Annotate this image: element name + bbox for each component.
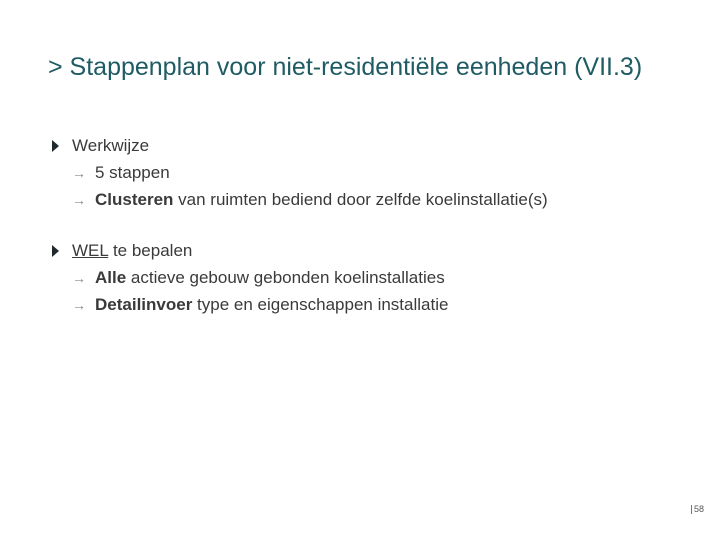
arrow-right-icon: → bbox=[72, 191, 86, 208]
sub-item-text: van ruimten bediend door zelfde koelinstallatie(s) bbox=[178, 189, 548, 209]
sub-item-text: actieve gebouw gebonden koelinstallaties bbox=[130, 267, 445, 287]
arrow-right-icon: → bbox=[72, 269, 86, 286]
bullet-heading: Werkwijze bbox=[72, 136, 150, 155]
triangle-right-icon bbox=[52, 245, 59, 257]
arrow-right-icon: → bbox=[72, 164, 86, 181]
bullet-item bbox=[52, 133, 548, 159]
sub-item-text: type en eigenschappen installatie bbox=[197, 294, 449, 314]
page-number-value: 58 bbox=[693, 503, 704, 514]
sub-list-item bbox=[52, 159, 548, 186]
sub-list-item bbox=[52, 264, 448, 291]
sub-list bbox=[52, 159, 548, 213]
bullet-item bbox=[52, 238, 448, 264]
sub-item-bold: Clusteren bbox=[95, 189, 174, 209]
section-werkwijze bbox=[52, 133, 548, 213]
sub-item-bold: Alle bbox=[95, 267, 127, 287]
arrow-right-icon: → bbox=[72, 296, 86, 313]
bullet-heading-underlined: WEL bbox=[72, 241, 109, 260]
sub-list bbox=[52, 264, 448, 318]
sub-item-bold: Detailinvoer bbox=[95, 294, 193, 314]
bullet-heading-rest: te bepalen bbox=[108, 241, 193, 260]
page-title: > Stappenplan voor niet-residentiële eenheden (VII.3) bbox=[48, 53, 643, 81]
sub-list-item bbox=[52, 291, 448, 318]
sub-list-item bbox=[52, 186, 548, 213]
bullet-heading bbox=[72, 241, 192, 261]
page-number bbox=[691, 504, 704, 514]
section-wel-te-bepalen bbox=[52, 238, 448, 318]
sub-item-text: 5 stappen bbox=[95, 162, 170, 182]
page-number-separator bbox=[691, 505, 692, 514]
triangle-right-icon bbox=[52, 140, 59, 152]
